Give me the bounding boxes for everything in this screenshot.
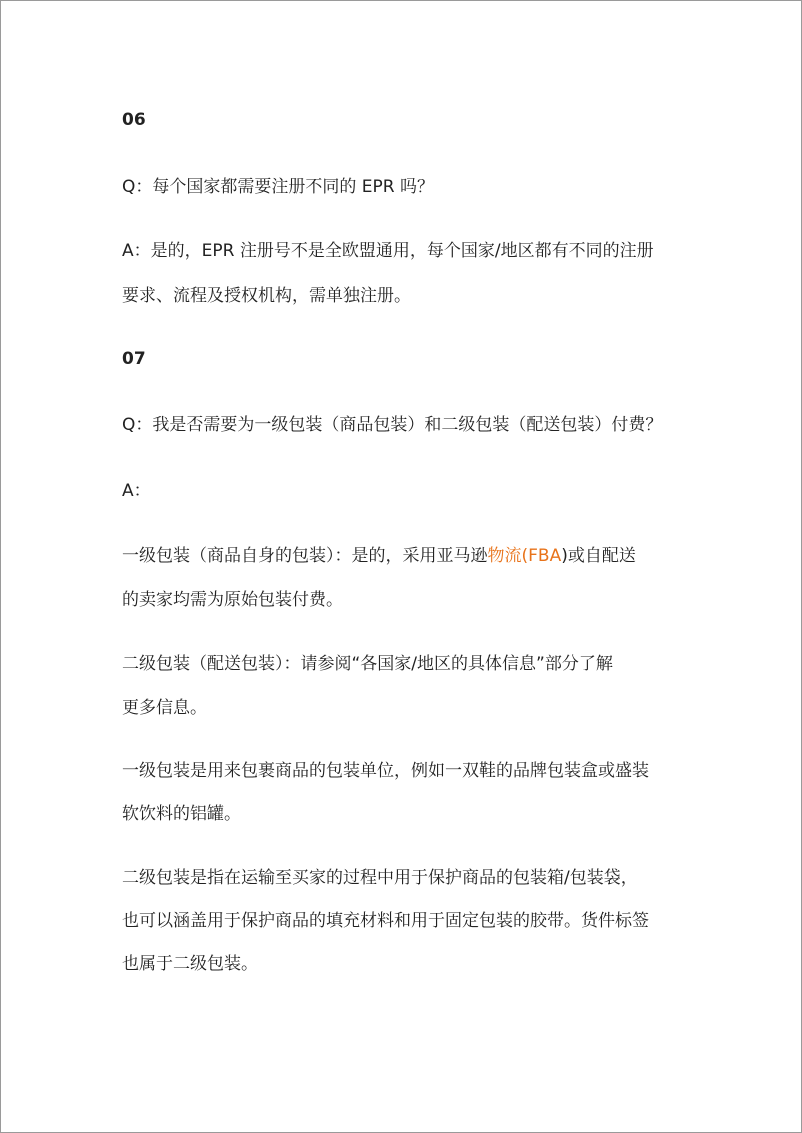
primary-packaging-text: 一级包装（商品自身的包装）：是的，采用亚马逊 (122, 546, 488, 566)
answer-06-line1: A：是的，EPR 注册号不是全欧盟通用，每个国家/地区都有不同的注册 (122, 241, 654, 261)
logistics-link[interactable]: 物流 (487, 546, 522, 566)
section-number-06: 06 (122, 110, 146, 130)
question-07: Q：我是否需要为一级包装（商品包装）和二级包装（配送包装）付费？ (122, 415, 663, 435)
secondary-desc-line1: 二级包装是指在运输至买家的过程中用于保护商品的包装箱/包装袋， (122, 868, 638, 888)
secondary-desc-line2: 也可以涵盖用于保护商品的填充材料和用于固定包装的胶带。货件标签 (122, 911, 649, 931)
answer-07-label: A： (122, 481, 151, 501)
secondary-packaging-line1: 二级包装（配送包装）：请参阅“各国家/地区的具体信息”部分了解 (122, 654, 613, 674)
paren-open: ( (521, 546, 529, 566)
section-number-07: 07 (122, 349, 146, 369)
primary-packaging-line2: 的卖家均需为原始包装付费。 (122, 590, 343, 610)
primary-packaging-line1 (122, 544, 636, 568)
secondary-desc-line3: 也属于二级包装。 (122, 954, 258, 974)
primary-desc-line1: 一级包装是用来包裹商品的包装单位，例如一双鞋的品牌包装盒或盛装 (122, 761, 649, 781)
fba-link[interactable]: FBA (528, 546, 562, 566)
answer-06-line2: 要求、流程及授权机构，需单独注册。 (122, 286, 411, 306)
secondary-packaging-line2: 更多信息。 (122, 698, 207, 718)
primary-desc-line2: 软饮料的铝罐。 (122, 804, 241, 824)
question-06: Q：每个国家都需要注册不同的 EPR 吗？ (122, 177, 434, 197)
primary-packaging-text-post: )或自配送 (561, 546, 636, 566)
